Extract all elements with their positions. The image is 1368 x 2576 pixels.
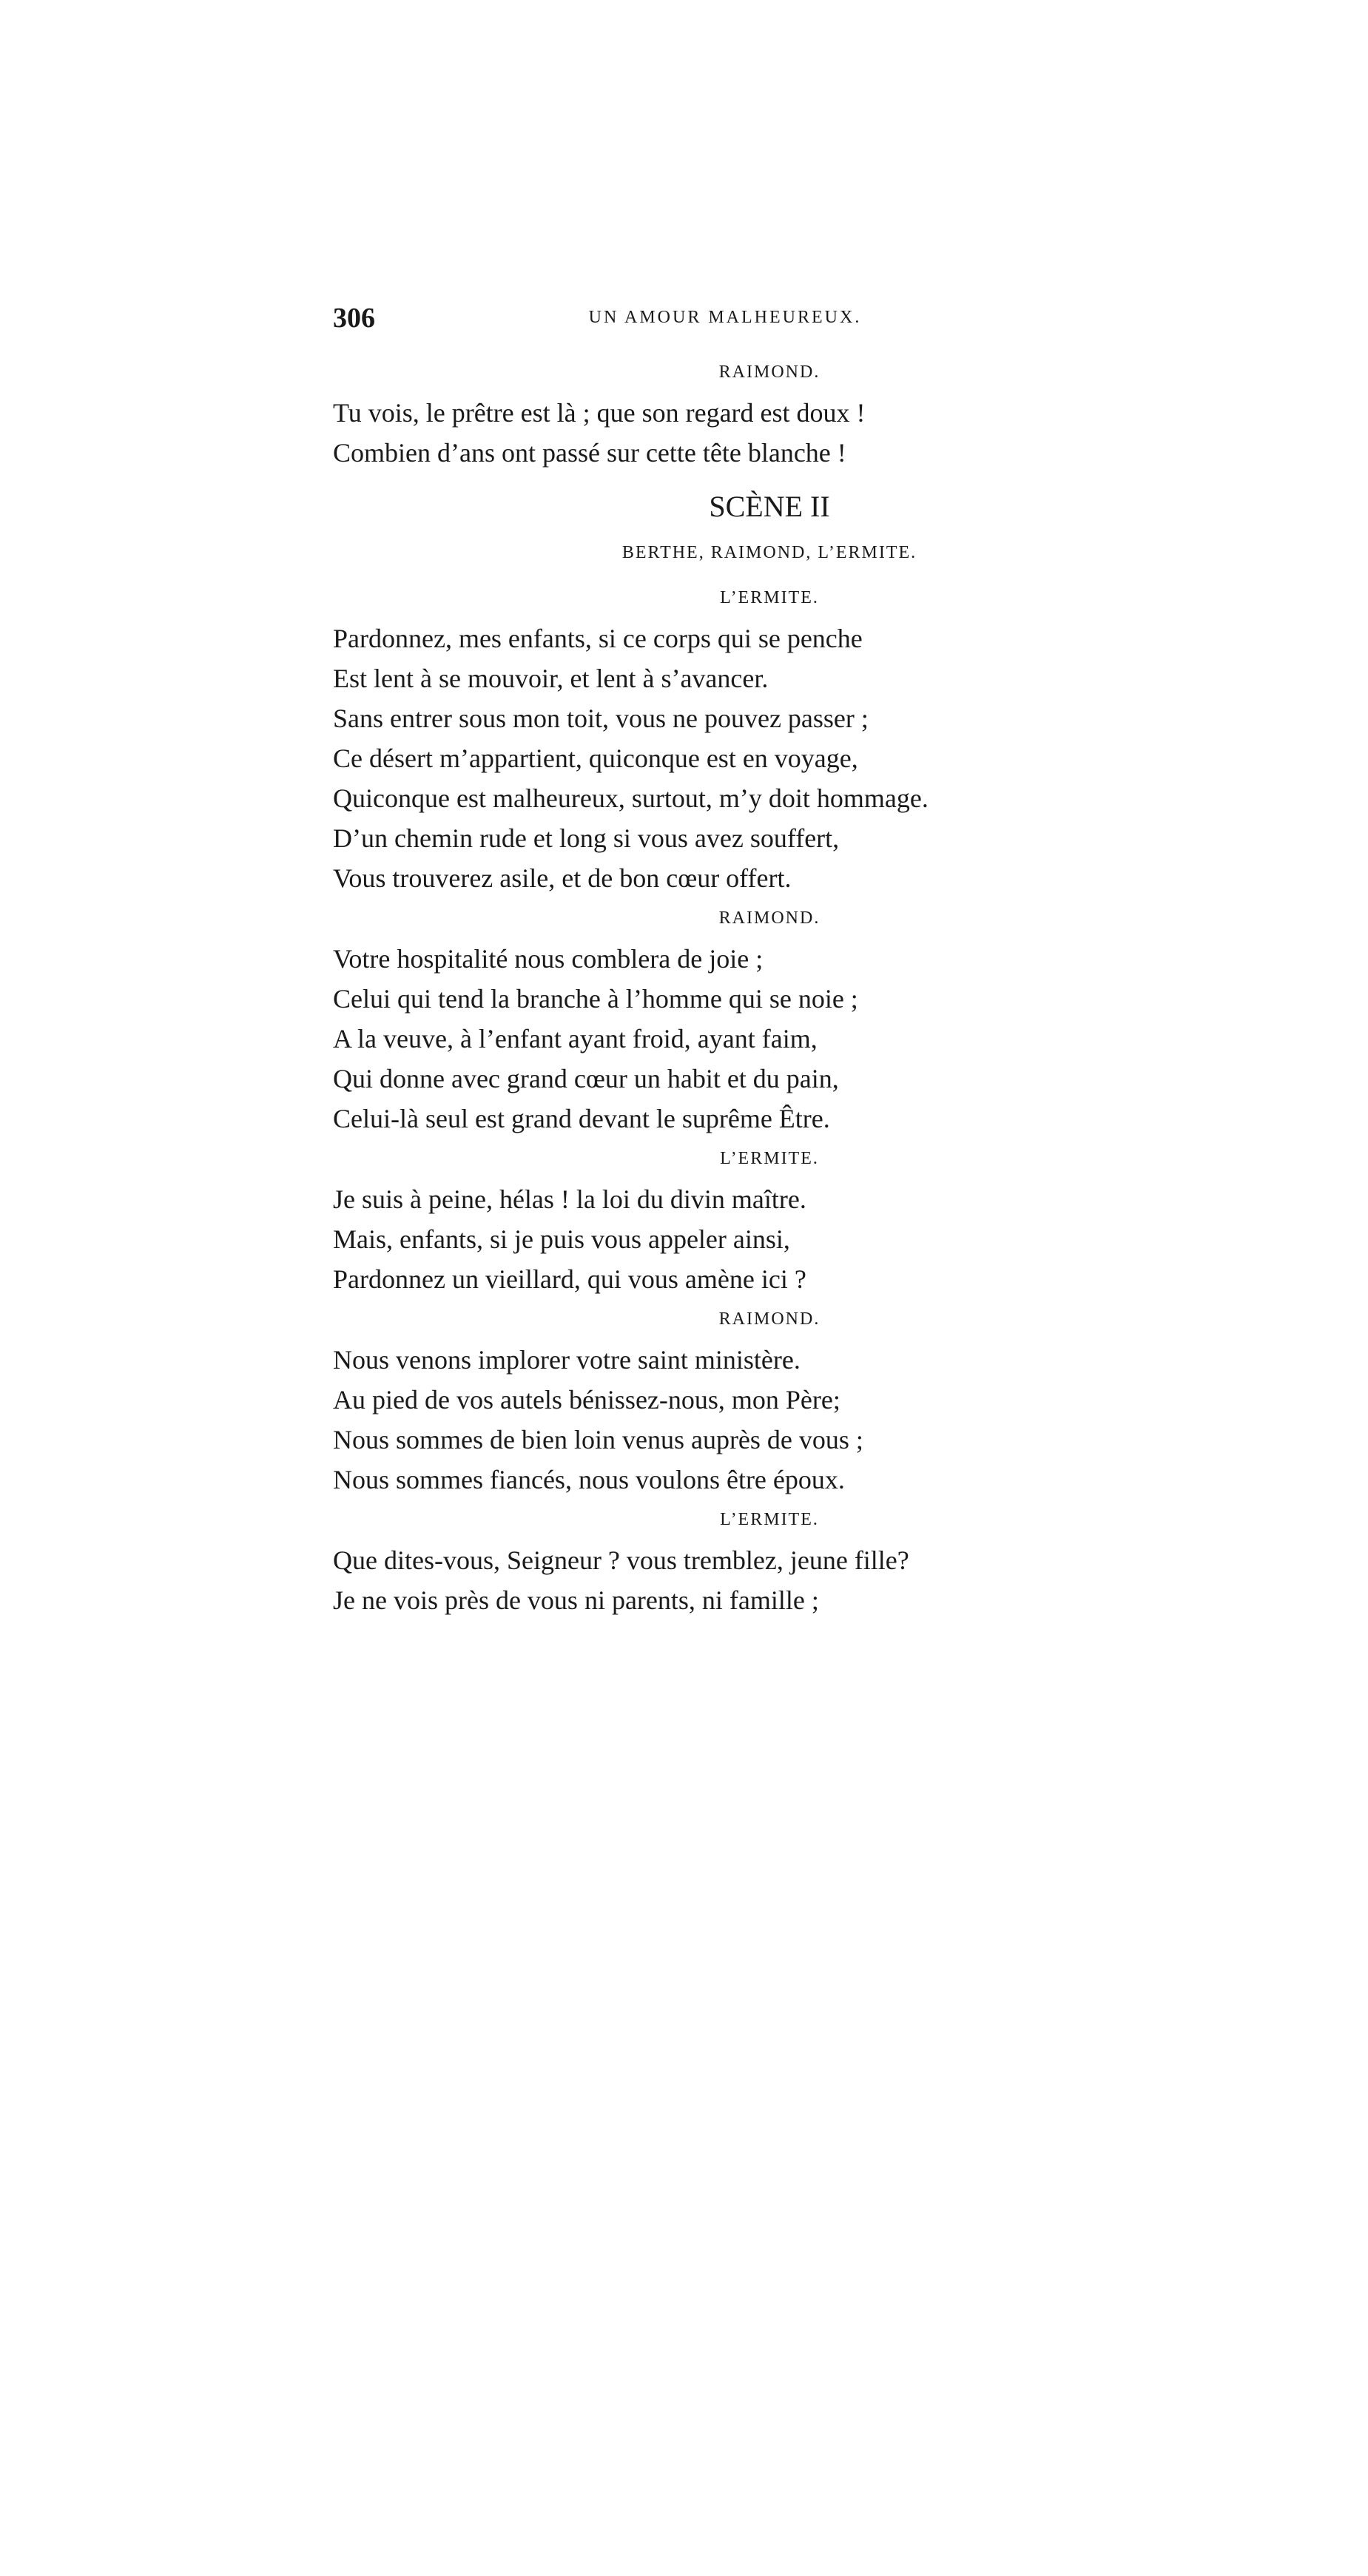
scene-title: SCÈNE II	[709, 490, 830, 523]
verse-line: Nous sommes de bien loin venus auprès de vous ;	[333, 1425, 863, 1454]
speaker-name: RAIMOND.	[718, 908, 821, 928]
verse-line: Tu vois, le prêtre est là ; que son regard est doux !	[333, 398, 866, 428]
verse-line: Celui-là seul est grand devant le suprême Être.	[333, 1104, 830, 1133]
speaker-name: L’ERMITE.	[720, 1149, 819, 1168]
verse-line: Au pied de vos autels bénissez-nous, mon Père;	[333, 1385, 840, 1415]
running-title: UN AMOUR MALHEUREUX.	[588, 308, 862, 327]
verse-line: Combien d’ans ont passé sur cette tête blanche !	[333, 438, 846, 468]
speaker-name: L’ERMITE.	[720, 1510, 819, 1529]
scene-characters: BERTHE, RAIMOND, L’ERMITE.	[621, 543, 917, 562]
verse-line: Je suis à peine, hélas ! la loi du divin maître.	[333, 1184, 806, 1214]
verse-line: Est lent à se mouvoir, et lent à s’avancer.	[333, 664, 769, 693]
verse-line: Ce désert m’appartient, quiconque est en voyage,	[333, 744, 858, 773]
verse-line: Que dites-vous, Seigneur ? vous tremblez, jeune fille?	[333, 1545, 909, 1575]
verse-line: Qui donne avec grand cœur un habit et du pain,	[333, 1064, 839, 1093]
speaker-name: L’ERMITE.	[720, 588, 819, 607]
verse-line: Pardonnez un vieillard, qui vous amène ici ?	[333, 1264, 806, 1294]
verse-line: Quiconque est malheureux, surtout, m’y doit hommage.	[333, 783, 929, 813]
verse-line: Sans entrer sous mon toit, vous ne pouvez passer ;	[333, 704, 869, 733]
verse-line: Mais, enfants, si je puis vous appeler ainsi,	[333, 1224, 790, 1254]
verse-line: Celui qui tend la branche à l’homme qui se noie ;	[333, 984, 858, 1014]
verse-line: A la veuve, à l’enfant ayant froid, ayant faim,	[333, 1024, 818, 1053]
verse-line: Vous trouverez asile, et de bon cœur offert.	[333, 863, 792, 893]
verse-line: Nous sommes fiancés, nous voulons être époux.	[333, 1465, 845, 1494]
verse-line: Je ne vois près de vous ni parents, ni famille ;	[333, 1585, 819, 1615]
verse-line: Votre hospitalité nous comblera de joie ;	[333, 944, 764, 974]
verse-text-block	[333, 363, 1147, 1620]
speaker-name: RAIMOND.	[718, 1309, 821, 1329]
verse-line: Pardonnez, mes enfants, si ce corps qui se penche	[333, 624, 863, 653]
speaker-name: RAIMOND.	[718, 363, 821, 382]
running-head	[333, 302, 1117, 346]
verse-line: Nous venons implorer votre saint ministère.	[333, 1345, 801, 1375]
page-number: 306	[333, 303, 375, 334]
verse-line: D’un chemin rude et long si vous avez souffert,	[333, 823, 840, 853]
